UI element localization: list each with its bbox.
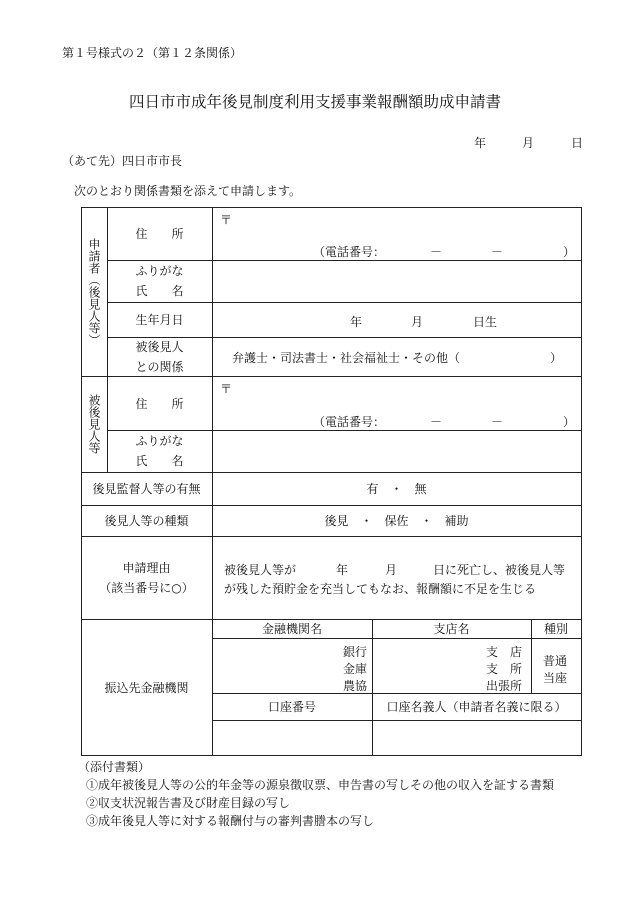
ward-name-field[interactable] (214, 432, 579, 470)
applicant-dob-month: 月 (411, 315, 424, 329)
intro-text: 次のとおり関係書類を添えて申請します。 (74, 184, 302, 198)
reason-line-1-b: 日に死亡し、被後見人等 (433, 563, 566, 577)
reason-line-1-month: 月 (385, 563, 398, 577)
bank-col-institution: 金融機関名 (261, 622, 322, 636)
supervisor-options[interactable]: 有 ・ 無 (366, 482, 427, 496)
bank-inst-shinkin[interactable]: 金庫 (343, 662, 368, 676)
attachment-item-3: ③成年後見人等に対する報酬付与の審判書謄本の写し (86, 814, 375, 828)
bank-col-account-name: 口座名義人（申請者名義に限る） (386, 700, 567, 714)
ward-address-field[interactable] (214, 378, 579, 428)
bank-inst-nokyo[interactable]: 農協 (343, 679, 368, 693)
applicant-phone-label: （電話番号： (313, 245, 386, 259)
applicant-phone-dash-2: － (491, 245, 504, 259)
date-year: 年 (474, 136, 487, 150)
reason-label: 申請理由 （該当番号に○） (99, 560, 194, 595)
page-title: 四日市市成年後見制度利用支援事業報酬額助成申請書 (128, 93, 501, 111)
bank-label: 振込先金融機関 (104, 680, 189, 695)
date-day: 日 (571, 136, 584, 150)
applicant-address-field[interactable] (214, 209, 579, 258)
bank-col-branch: 支店名 (433, 622, 470, 636)
bank-branch-shucchojo[interactable]: 出張所 (486, 679, 523, 693)
ward-address-label: 住 所 (135, 396, 184, 411)
attachment-item-1: ①成年被後見人等の公的年金等の源泉徴収票、申告書の写しその他の収入を証する書類 (86, 778, 555, 792)
bank-type-toza[interactable]: 当座 (543, 671, 568, 685)
applicant-dob-field[interactable] (214, 304, 579, 335)
ward-phone-label: （電話番号： (313, 415, 386, 429)
applicant-name-field[interactable] (214, 262, 579, 300)
applicant-dob-year: 年 (350, 315, 363, 329)
bank-col-account-no: 口座番号 (267, 700, 316, 714)
applicant-name-label: ふりがな 氏 名 (135, 264, 184, 298)
ward-postal-mark: 〒 (220, 382, 233, 396)
applicant-address-label: 住 所 (135, 227, 184, 241)
guardian-type-options[interactable]: 後見 ・ 保佐 ・ 補助 (324, 514, 469, 528)
ward-phone-dash-1: － (430, 415, 443, 429)
applicant-relation-options[interactable]: 弁護士・司法書士・社会福祉士・その他（ (232, 351, 461, 365)
ward-group-label: 被後見人等 (87, 394, 101, 454)
reason-line-1-a: 被後見人等が (224, 563, 297, 577)
reason-line-1-year: 年 (336, 563, 349, 577)
addressee: （あて先）四日市市長 (62, 154, 183, 168)
supervisor-label: 後見監督人等の有無 (92, 482, 201, 496)
ward-name-label: ふりがな 氏 名 (135, 434, 184, 468)
bank-account-name-field[interactable] (374, 722, 579, 753)
applicant-dob-label: 生年月日 (135, 313, 184, 327)
bank-inst-bank[interactable]: 銀行 (343, 645, 368, 659)
reason-field[interactable] (214, 538, 579, 617)
applicant-group-label: 申請者（後見人等） (87, 237, 101, 346)
applicant-phone-close: ） (563, 245, 576, 259)
form-number: 第１号様式の２（第１２条関係） (62, 46, 243, 60)
bank-branch-shisho[interactable]: 支 所 (486, 662, 523, 676)
bank-account-no-field[interactable] (214, 722, 370, 753)
attachment-item-2: ②収支状況報告書及び財産目録の写し (86, 796, 291, 810)
ward-phone-close: ） (563, 415, 576, 429)
date-month: 月 (522, 136, 535, 150)
applicant-dob-day: 日生 (473, 315, 498, 329)
applicant-postal-mark: 〒 (220, 213, 233, 227)
bank-col-type: 種別 (543, 622, 568, 636)
applicant-relation-label: 被後見人 との関係 (135, 339, 184, 374)
guardian-type-label: 後見人等の種類 (104, 514, 189, 528)
applicant-phone-dash-1: － (430, 245, 443, 259)
attachments-heading: （添付書類） (78, 760, 151, 774)
ward-phone-dash-2: － (491, 415, 504, 429)
bank-type-futsu[interactable]: 普通 (543, 654, 568, 668)
reason-line-2: が残した預貯金を充当してもなお、報酬額に不足を生じる (224, 582, 537, 596)
bank-branch-shiten[interactable]: 支 店 (486, 645, 523, 659)
applicant-relation-close: ） (550, 351, 563, 365)
